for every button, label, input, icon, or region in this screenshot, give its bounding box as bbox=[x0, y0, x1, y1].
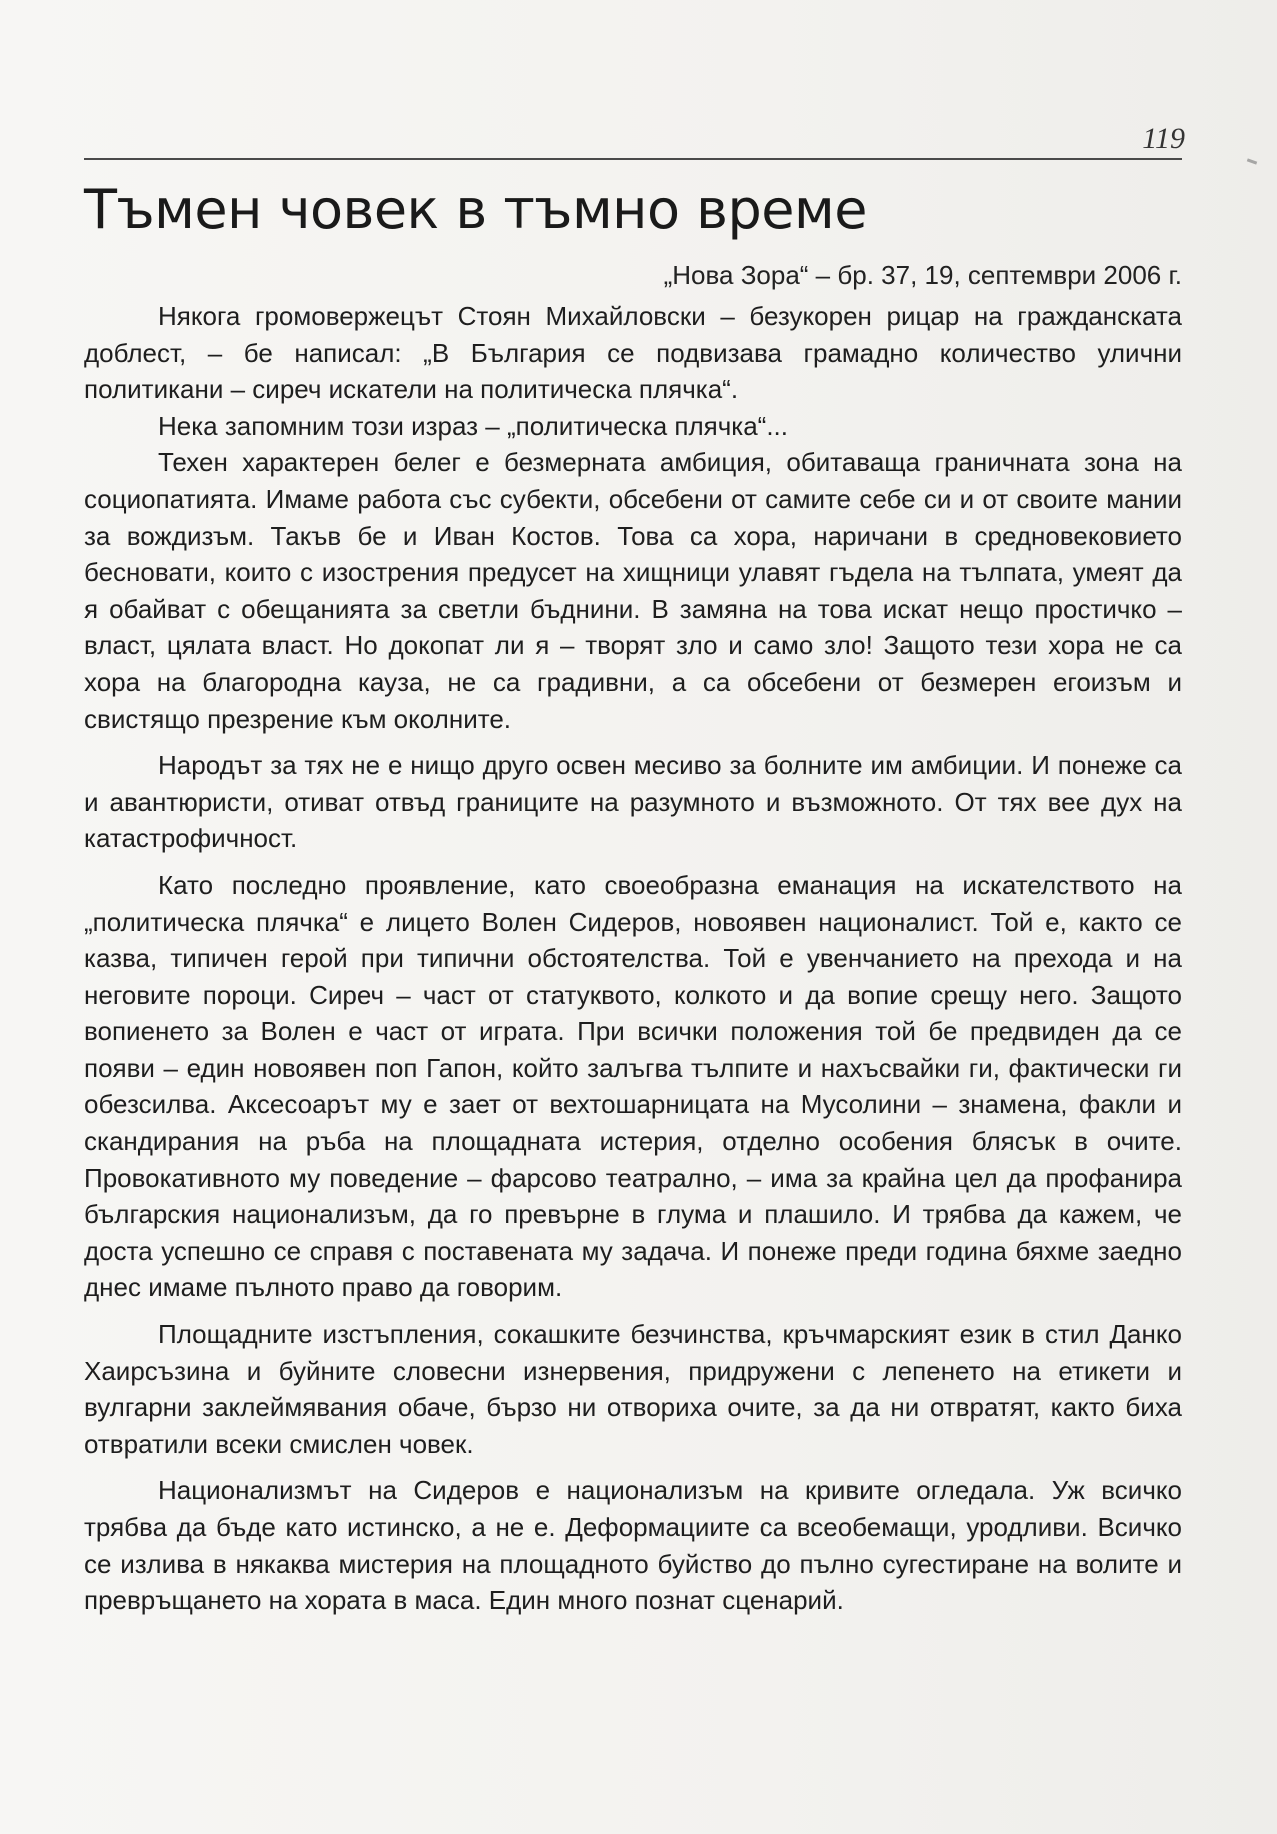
page-number: 119 bbox=[1142, 122, 1185, 155]
paragraph: Национализмът на Сидеров е национализъм на кривите огледала. Уж всичко трябва да бъде като истинско, а не е. Деформациите са всеобемащи, уродливи. Всичко се излива в някаква мистерия на площадното буйство до пълно сугестиране на волите и превръщането на хората в маса. Един много познат сценарий. bbox=[84, 1475, 1182, 1616]
header-rule bbox=[84, 158, 1182, 160]
paragraph: Като последно проявление, като своеобразна еманация на искателството на „политическа плячка“ е лицето Волен Сидеров, новоявен националист. Той е, както се казва, типичен герой при типични обстоятелства. Той е увенчанието на прехода и на неговите пороци. Сиреч – част от статуквото, колкото и да вопие срещу него. Защото вопиенето за Волен е част от играта. При всички положения той бе предвиден да се появи – един новоявен поп Гапон, който залъгва тълпите и нахъсвайки ги, фактически ги обезсилва. Аксесоарът му е зает от вехтошарницата на Мусолини – знамена, факли и скандирания на ръба на площадната истерия, отделно особения блясък в очите. Провокативното му поведение – фарсово театрално, – има за крайна цел да профанира българския национализъм, да го превърне в глума и плашило. И трябва да кажем, че доста успешно се справя с поставената му задача. И понеже преди година бяхме заедно днес имаме пълното право да говорим. bbox=[84, 869, 1182, 1303]
paragraph: Площадните изстъпления, сокашките безчинства, кръчмарският език в стил Данко Хаирсъзина и буйните словесни изнервения, придружени с лепенето на етикети и вулгарни заклеймявания обаче, бързо ни отвориха очите, за да ни отвратят, както биха отвратили всеки смислен човек. bbox=[84, 1319, 1182, 1459]
article-source: „Нова Зора“ – бр. 37, 19, септември 2006 г. bbox=[663, 260, 1182, 290]
paragraph: Народът за тях не е нищо друго освен месиво за болните им амбиции. И понеже са и авантюристи, отиват отвъд границите на разумното и възможното. От тях вее дух на катастрофичност. bbox=[84, 750, 1182, 854]
article-body bbox=[84, 298, 1182, 1619]
article bbox=[84, 178, 1182, 1619]
paragraph: Някога громовержецът Стоян Михайловски – безукорен рицар на гражданската доблест, – бе написал: „В България се подвизава грамадно количество улични политикани – сиреч искатели на политическа плячка“. bbox=[84, 301, 1182, 405]
article-title: Тъмен човек в тъмно време bbox=[84, 178, 867, 241]
paragraph: Нека запомним този израз – „политическа плячка“... bbox=[158, 410, 788, 441]
paragraph: Техен характерен белег е безмерната амбиция, обитаваща граничната зона на социопатията. Имаме работа със субекти, обсебени от самите себе си и от своите мании за вождизъм. Такъв бе и Иван Костов. Това са хора, наричани в средновековието бесновати, които с изострения предусет на хищници улавят гъдела на тълпата, умеят да я обайват с обещанията за светли бъднини. В замяна на това искат нещо простичко – власт, цялата власт. Но докопат ли я – творят зло и само зло! Защото тези хора не са хора на благородна кауза, не са градивни, а са обсебени от безмерен егоизъм и свистящо презрение към околните. bbox=[84, 447, 1182, 734]
